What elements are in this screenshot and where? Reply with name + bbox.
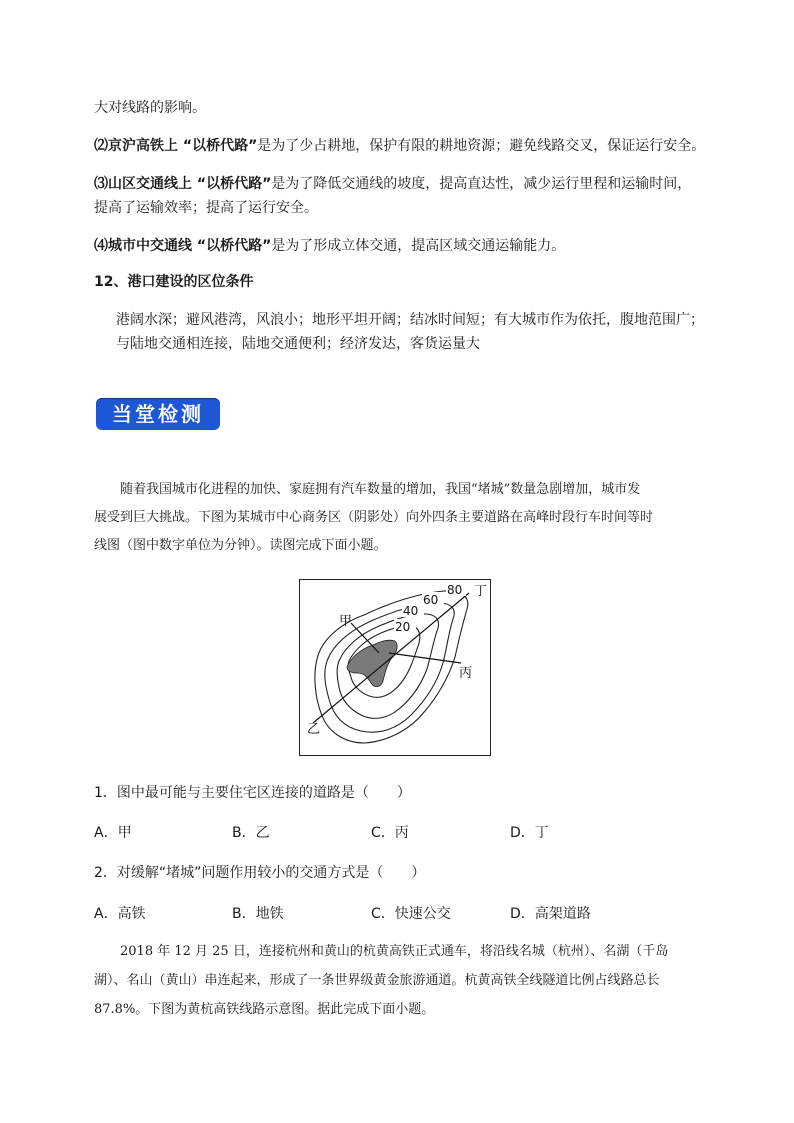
- note-item-3-cont: 提高了运输效率；提高了运行安全。: [94, 200, 318, 216]
- note-item-4: [94, 236, 565, 256]
- section-banner: [96, 398, 220, 430]
- contour-label-60: 60: [423, 593, 439, 607]
- road-label-yi: 乙: [307, 722, 321, 737]
- question-2-option-d[interactable]: D．高架道路: [510, 906, 591, 922]
- question-2-option-a[interactable]: A．高铁: [94, 906, 146, 922]
- road-label-bing: 丙: [459, 666, 473, 681]
- note-item-3-heading: ⑶山区交通线上 “以桥代路”: [94, 176, 272, 192]
- section-heading-12: 12、港口建设的区位条件: [94, 274, 254, 290]
- contour-label-80: 80: [447, 583, 463, 597]
- passage-2-line: 湖）、名山（黄山）串连起来，形成了一条世界级黄金旅游通道。杭黄高铁全线隧道比例占线路总长: [94, 973, 660, 988]
- question-1-option-c[interactable]: C．丙: [371, 825, 409, 841]
- note-item-2: [94, 136, 705, 156]
- road-label-ding: 丁: [474, 584, 488, 599]
- question-1-option-b[interactable]: B．乙: [232, 825, 270, 841]
- road-label-jia: 甲: [339, 614, 353, 629]
- passage-1-line: 展受到巨大挑战。下图为某城市中心商务区（阴影处）向外四条主要道路在高峰时段行车时间等时: [94, 510, 654, 525]
- contour-label-40: 40: [403, 604, 419, 618]
- section-banner-label: 当堂检测: [112, 402, 204, 426]
- section-12-text-cont: 与陆地交通相连接，陆地交通便利；经济发达，客货运量大: [116, 336, 480, 352]
- section-12-text: 港阔水深；避风港湾，风浪小；地形平坦开阔；结冰时间短；有大城市作为依托，腹地范围广；: [116, 312, 704, 328]
- question-1-option-d[interactable]: D．丁: [510, 825, 549, 841]
- passage-2-line: 2018 年 12 月 25 日，连接杭州和黄山的杭黄高铁正式通车，将沿线名城（杭州）、名湖（千岛: [120, 944, 669, 959]
- question-1-option-a[interactable]: A．甲: [94, 825, 132, 841]
- question-2-option-b[interactable]: B．地铁: [232, 906, 284, 922]
- passage-2-line: 87.8%。下图为黄杭高铁线路示意图。据此完成下面小题。: [94, 1002, 435, 1017]
- note-item-3: [94, 174, 691, 194]
- passage-1-line: 随着我国城市化进程的加快、家庭拥有汽车数量的增加，我国“堵城”数量急剧增加，城市发: [120, 482, 641, 497]
- contour-label-20: 20: [395, 620, 411, 634]
- question-1-stem: 1．图中最可能与主要住宅区连接的道路是（ ）: [94, 785, 411, 801]
- note-item-4-heading: ⑷城市中交通线 “以桥代路”: [94, 238, 272, 254]
- passage-1-line: 线图（图中数字单位为分钟）。读图完成下面小题。: [94, 538, 387, 553]
- question-2-stem: 2．对缓解“堵城”问题作用较小的交通方式是（ ）: [94, 865, 426, 881]
- note-line: 大对线路的影响。: [94, 100, 206, 116]
- question-2-option-c[interactable]: C．快速公交: [371, 906, 451, 922]
- isochrone-map-figure: [299, 579, 491, 756]
- note-item-2-text: 是为了少占耕地，保护有限的耕地资源；避免线路交叉，保证运行安全。: [257, 138, 706, 154]
- note-item-3-text: 是为了降低交通线的坡度，提高直达性，减少运行里程和运输时间，: [271, 176, 692, 192]
- note-item-4-text: 是为了形成立体交通，提高区域交通运输能力。: [271, 238, 566, 254]
- note-item-2-heading: ⑵京沪高铁上 “以桥代路”: [94, 138, 258, 154]
